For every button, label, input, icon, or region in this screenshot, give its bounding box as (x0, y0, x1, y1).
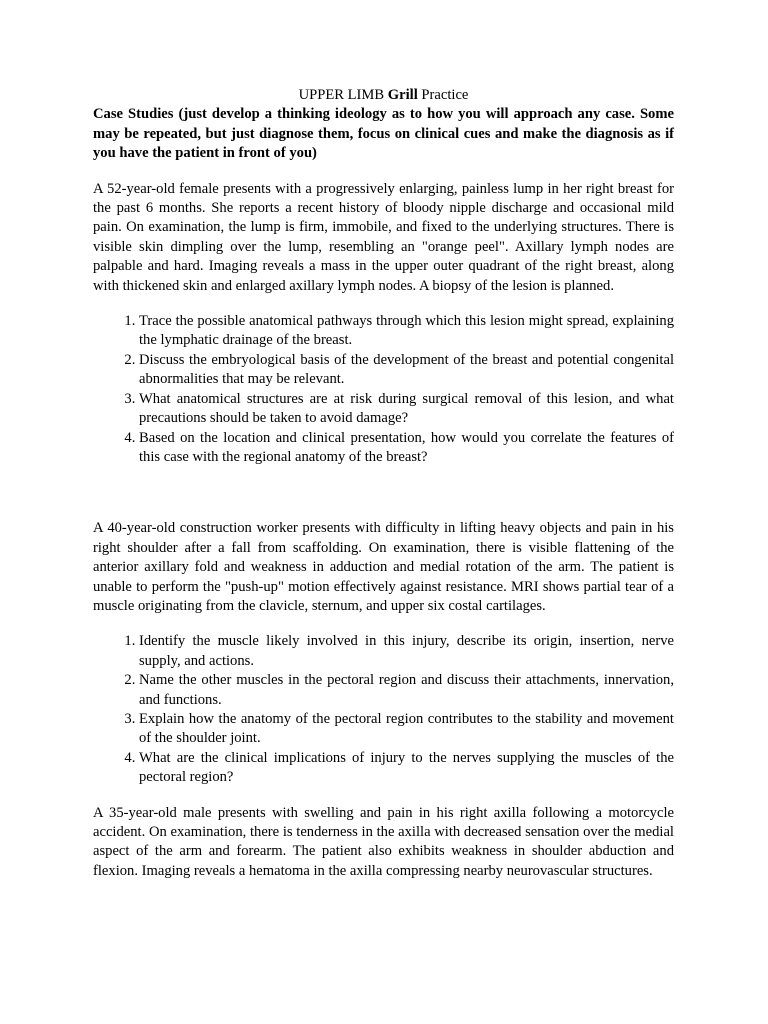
case-2-text: A 40-year-old construction worker presents with difficulty in lifting heavy objects and pain in his right shoulder after a fall from scaffolding. On examination, there is visible flattening of the anterior axillary fold and weakness in adduction and medial rotation of the arm. The patient is unable to perform the "push-up" motion effectively against resistance. MRI shows partial tear of a muscle originating from the clavicle, sternum, and upper six costal cartilages. (93, 520, 674, 614)
case-3-text: A 35-year-old male presents with swelling and pain in his right axilla following a motorcycle accident. On examination, there is tenderness in the axilla with decreased sensation over the medial aspect of the arm and forearm. The patient also exhibits weakness in shoulder abduction and flexion. Imaging reveals a hematoma in the axilla compressing nearby neurovascular structures. (93, 804, 674, 879)
section-spacer (93, 483, 674, 519)
case-2-question-4: 4. What are the clinical implications of injury to the nerves supplying the muscles of the pectoral region? (139, 749, 674, 788)
case-studies-intro: Case Studies (just develop a thinking ideology as to how you will approach any case. Some may be repeated, but just diagnose them, focus on clinical cues and make the diagnosis as if you have the patient in front of you) (93, 106, 674, 162)
case-2-questions (93, 632, 674, 787)
document-content (93, 86, 674, 897)
case-1-text: A 52-year-old female presents with a progressively enlarging, painless lump in her right breast for the past 6 months. She reports a recent history of bloody nipple discharge and occasional mild pain. On examination, the lump is firm, immobile, and fixed to the underlying structures. There is visible skin dimpling over the lump, resembling an "orange peel". Axillary lymph nodes are palpable and hard. Imaging reveals a mass in the upper outer quadrant of the right breast, along with thickened skin and enlarged axillary lymph nodes. A biopsy of the lesion is planned. (93, 180, 674, 294)
case-1-question-2: 2. Discuss the embryological basis of the development of the breast and potential congenital abnormalities that may be relevant. (139, 351, 674, 390)
title-prefix: UPPER LIMB (298, 87, 388, 103)
document-title (93, 86, 674, 105)
case-1-questions (93, 312, 674, 467)
case-1-question-4: 4. Based on the location and clinical presentation, how would you correlate the features of this case with the regional anatomy of the breast? (139, 429, 674, 468)
title-suffix: Practice (417, 87, 469, 103)
case-1-question-1: 1. Trace the possible anatomical pathways through which this lesion might spread, explaining the lymphatic drainage of the breast. (139, 312, 674, 351)
case-2-question-1: 1. Identify the muscle likely involved in this injury, describe its origin, insertion, nerve supply, and actions. (139, 632, 674, 671)
case-2-question-3: 3. Explain how the anatomy of the pectoral region contributes to the stability and movement of the shoulder joint. (139, 710, 674, 749)
case-2-question-2: 2. Name the other muscles in the pectoral region and discuss their attachments, innervation, and functions. (139, 671, 674, 710)
title-bold: Grill (387, 87, 418, 103)
case-1-question-3: 3. What anatomical structures are at risk during surgical removal of this lesion, and what precautions should be taken to avoid damage? (139, 390, 674, 429)
